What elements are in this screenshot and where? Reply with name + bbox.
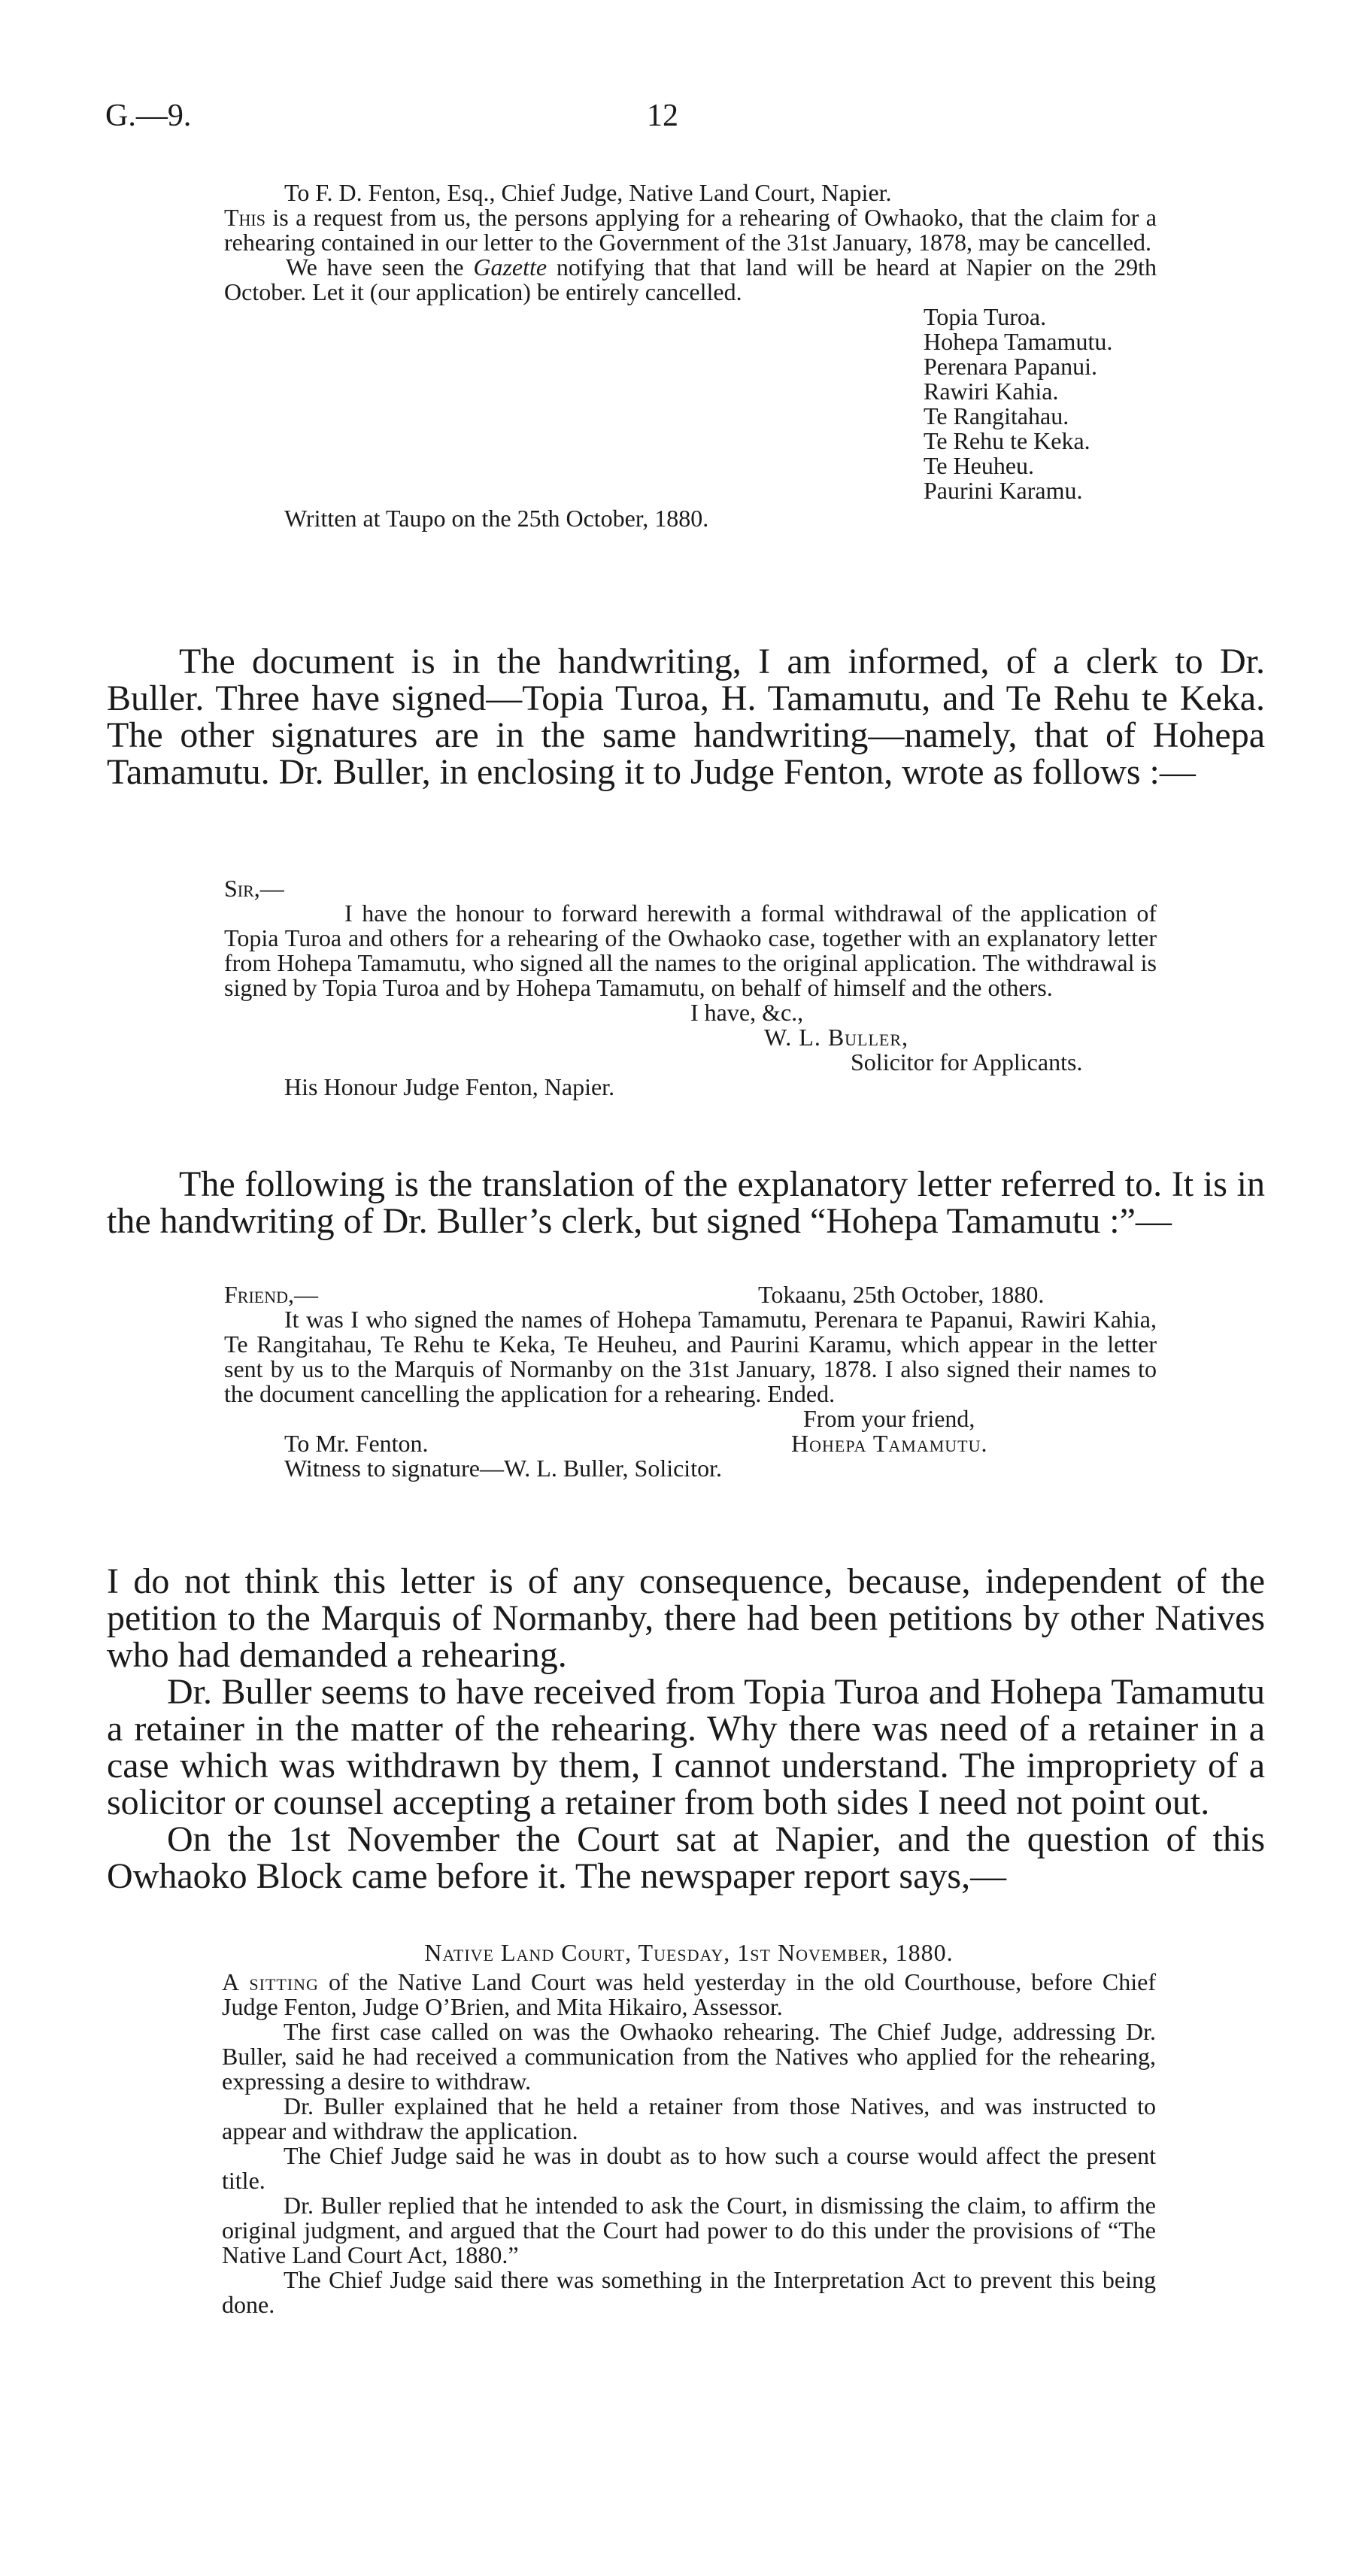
signatory: Te Heuheu.: [924, 452, 1035, 479]
body-paragraph-2: [107, 1166, 1265, 1239]
salutation-row: [224, 1282, 1157, 1307]
letter-signer: W. L. Buller,: [764, 1024, 909, 1051]
letter-salutation: Friend,—: [224, 1281, 319, 1308]
paragraph-text: The following is the translation of the explanatory letter referred to. It is in the handwriting of Dr. Buller’s clerk, but signed “Hohepa Tamamutu :”—: [107, 1164, 1265, 1241]
letter-to: To Mr. Fenton.: [284, 1430, 429, 1457]
letter-addressee: To F. D. Fenton, Esq., Chief Judge, Native Land Court, Napier.: [284, 179, 892, 206]
page-number: 12: [647, 99, 678, 133]
paragraph-text: On the 1st November the Court sat at Napier, and the question of this Owhaoko Block came before it. The newspaper report says,—: [107, 1819, 1265, 1896]
report-paragraph: [222, 1970, 1156, 2019]
newspaper-report: [222, 1940, 1156, 2317]
witness-line: Witness to signature—W. L. Buller, Solicitor.: [284, 1455, 722, 1482]
signatory: Perenara Papanui.: [924, 353, 1098, 380]
letter-signer: Hohepa Tamamutu.: [791, 1430, 988, 1457]
page-reference: G.—9.: [105, 99, 192, 133]
gazette-title: Gazette: [473, 253, 548, 281]
buller-letter: [224, 876, 1157, 1100]
letter-close: From your friend,: [803, 1405, 975, 1432]
letter-paragraph: [224, 205, 1157, 255]
paragraph-text: of the Native Land Court was held yesterday in the old Courthouse, before Chief Judge Fenton, Judge O’Brien, and Mita Hikairo, Assessor.: [222, 1968, 1156, 2020]
report-paragraph: Dr. Buller replied that he intended to ask the Court, in dismissing the claim, to affirm the original judgment, and argued that the Court had power to do this under the provisions of “The Native Land Court Act, 1880.”: [222, 2192, 1156, 2268]
paragraph-text: We have seen the: [286, 253, 474, 281]
signatory: Te Rangitahau.: [924, 402, 1069, 429]
letter-close: I have, &c.,: [690, 999, 804, 1026]
lead-words: A sitting: [222, 1968, 319, 1995]
letter-salutation: Sir,—: [224, 875, 284, 902]
paragraph-text: I do not think this letter is of any consequence, because, independent of the petition to the Marquis of Normanby, there had been petitions by other Natives who had demanded a rehearing.: [107, 1561, 1265, 1675]
signatory: Hohepa Tamamutu.: [924, 328, 1113, 355]
report-paragraph: The first case called on was the Owhaoko rehearing. The Chief Judge, addressing Dr. Buller, said he had received a communication from the Natives who applied for the rehearing, expressing a desire to withdraw.: [222, 2018, 1156, 2095]
body-paragraph-1: [107, 643, 1265, 790]
body-paragraphs-3: [107, 1563, 1265, 1895]
report-paragraph: The Chief Judge said there was something in the Interpretation Act to prevent this being done.: [222, 2266, 1156, 2318]
letter-addressee: His Honour Judge Fenton, Napier.: [284, 1073, 615, 1100]
tamamutu-letter: [224, 1282, 1157, 1481]
report-paragraph: The Chief Judge said he was in doubt as to how such a course would affect the present title.: [222, 2142, 1156, 2194]
paragraph-text: Dr. Buller seems to have received from Topia Turoa and Hohepa Tamamutu a retainer in the matter of the rehearing. Why there was need of a retainer in a case which was withdrawn by them, I cannot understand. The impropriety of a solicitor or counsel accepting a retainer from both sides I need not point out.: [107, 1672, 1265, 1822]
withdrawal-letter: [224, 181, 1157, 531]
lead-word: This: [224, 204, 265, 231]
letter-paragraph: It was I who signed the names of Hohepa Tamamutu, Perenara te Papanui, Rawiri Kahia, Te Rangitahau, Te Rehu te Keka, Te Heuheu, and Paurini Karamu, which appear in the letter sent by us to the Marquis of Normanby on the 31st January, 1878. I also signed their names to the document cancelling the application for a rehearing. Ended.: [224, 1306, 1157, 1407]
signatory: Topia Turoa.: [924, 303, 1047, 330]
signer-role: Solicitor for Applicants.: [851, 1048, 1083, 1076]
signatory-list: [924, 305, 1157, 503]
paragraph-text: is a request from us, the persons applying for a rehearing of Owhaoko, that the claim for a rehearing contained in our letter to the Government of the 31st January, 1878, may be cancelled.: [224, 204, 1157, 256]
letter-paragraph: I have the honour to forward herewith a formal withdrawal of the application of Topia Turoa and others for a rehearing of the Owhaoko case, together with an explanatory letter from Hohepa Tamamutu, who signed all the names to the original application. The withdrawal is signed by Topia Turoa and by Hohepa Tamamutu, on behalf of himself and the others.: [224, 900, 1157, 1001]
letter-place-date: Tokaanu, 25th October, 1880.: [758, 1281, 1045, 1308]
letter-paragraph: [224, 255, 1157, 305]
paragraph-text: notifying that that land will be heard at Napier on the 29th October. Let it (our application) be entirely cancelled.: [224, 253, 1157, 305]
signatory: Rawiri Kahia.: [924, 378, 1059, 405]
report-paragraph: Dr. Buller explained that he held a retainer from those Natives, and was instructed to appear and withdraw the application.: [222, 2092, 1156, 2144]
written-at: Written at Taupo on the 25th October, 1880.: [284, 505, 709, 532]
signature-row: [224, 1431, 1157, 1456]
signatory: Paurini Karamu.: [924, 477, 1083, 504]
signatory: Te Rehu te Keka.: [924, 427, 1090, 454]
paragraph-text: The document is in the handwriting, I am informed, of a clerk to Dr. Buller. Three have signed—Topia Turoa, H. Tamamutu, and Te Rehu te Keka. The other signatures are in the same handwriting—namely, that of Hohepa Tamamutu. Dr. Buller, in enclosing it to Judge Fenton, wrote as follows :—: [107, 642, 1265, 792]
report-title: Native Land Court, Tuesday, 1st November, 1880.: [424, 1939, 954, 1966]
